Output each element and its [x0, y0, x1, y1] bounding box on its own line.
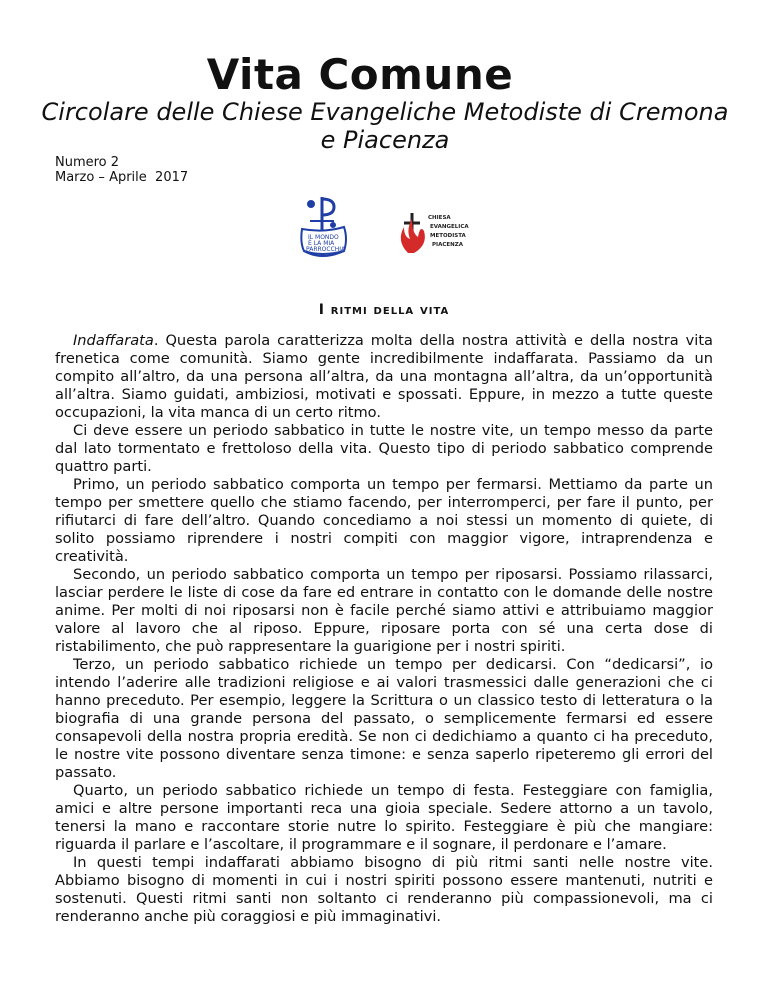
article-title: I ritmi della vita: [318, 302, 450, 318]
paragraph-2: Ci deve essere un periodo sabbatico in tutte le nostre vite, un tempo messo da parte dal lato tormentato e frettoloso della vita. Questo tipo di periodo sabbatico comprende quattro parti.: [55, 422, 713, 475]
issue-info: [55, 155, 188, 185]
logos-graphic: [300, 195, 500, 265]
paragraph-6: Quarto, un periodo sabbatico richiede un tempo di festa. Festeggiare con famiglia, amici e altre persone importanti reca una gioia speciale. Sedere attorno a un tavolo, tenersi la mano e raccontare storie nutre lo spirito. Festeggiare è più che mangiare: riguarda il parlare e l’ascoltare, il programmare e il sognare, il perdonare e l’amare.: [55, 782, 713, 853]
paragraph-4: Secondo, un periodo sabbatico comporta un tempo per riposarsi. Possiamo rilassarci, lasciar perdere le liste di cose da fare ed entrare in contatto con le domande delle nostre anime. Per molti di noi riposarsi non è facile perché siamo attivi e attribuiamo maggior valore al lavoro che al riposo. Eppure, riposare porta con sé una certa dose di ristabilimento, che può rappresentare la guarigione per i nostri spiriti.: [55, 566, 713, 655]
right-logo-line-1: CHIESA: [428, 215, 451, 221]
masthead-title: Vita Comune: [206, 50, 514, 99]
paragraph-3: Primo, un periodo sabbatico comporta un tempo per fermarsi. Mettiamo da parte un tempo per smettere quello che stiamo facendo, per interromperci, per fare il punto, per rifiutarci di fare dell’altro. Quando concediamo a noi stessi un momento di quiete, di solito possiamo riprendere i nostri compiti con maggior vigore, intraprendenza e creatività.: [55, 476, 713, 565]
paragraph-7: In questi tempi indaffarati abbiamo bisogno di più ritmi santi nelle nostre vite. Abbiamo bisogno di momenti in cui i nostri spiriti possono essere mantenuti, nutriti e sostenuti. Questi ritmi santi non soltanto ci renderanno più compassionevoli, ma ci renderanno anche più coraggiosi e più immaginativi.: [55, 854, 713, 925]
masthead-subtitle: Circolare delle Chiese Evangeliche Metodiste di Cremona e Piacenza: [41, 98, 729, 154]
paragraph-1: [55, 332, 713, 422]
right-logo-line-4: PIACENZA: [432, 242, 463, 248]
left-logo-line-1: IL MONDO: [308, 234, 339, 241]
left-logo-line-3: PARROCCHIA: [306, 246, 346, 253]
paragraph-1-text: . Questa parola caratterizza molta della nostra attività e della nostra vita frenetica come comunità. Siamo gente incredibilmente indaffarata. Passiamo da un compito all’altro, da una persona all’altra, da una montagna all’altra, da un’opportunità all’altra. Siamo guidati, ambiziosi, motivati e spossati. Eppure, in mezzo a tutte queste occupazioni, la vita manca di un certo ritmo.: [55, 332, 713, 421]
right-logo-line-3: METODISTA: [430, 233, 466, 239]
paragraph-5: Terzo, un periodo sabbatico richiede un tempo per dedicarsi. Con “dedicarsi”, io intendo l’aderire alle tradizioni religiose e ai valori trasmessici dalle generazioni che ci hanno preceduto. Per esempio, leggere la Scrittura o un classico testo di letteratura o la biografia di una grande persona del passato, o semplicemente fermarsi ed essere consapevoli della nostra propria eredità. Se non ci dedichiamo a quanto ci ha preceduto, le nostre vite possono diventare senza timone: e senza saperlo ripeteremo gli errori del passato.: [55, 656, 713, 781]
right-logo-line-2: EVANGELICA: [430, 224, 469, 230]
issue-date: Marzo – Aprile 2017: [55, 170, 189, 185]
left-logo-line-2: È LA MIA: [308, 240, 335, 247]
logos: [300, 195, 500, 265]
lead-word: Indaffarata: [73, 332, 154, 349]
article-body: [55, 332, 713, 926]
issue-number: Numero 2: [55, 155, 120, 170]
cross-and-flame-icon: [401, 213, 425, 253]
